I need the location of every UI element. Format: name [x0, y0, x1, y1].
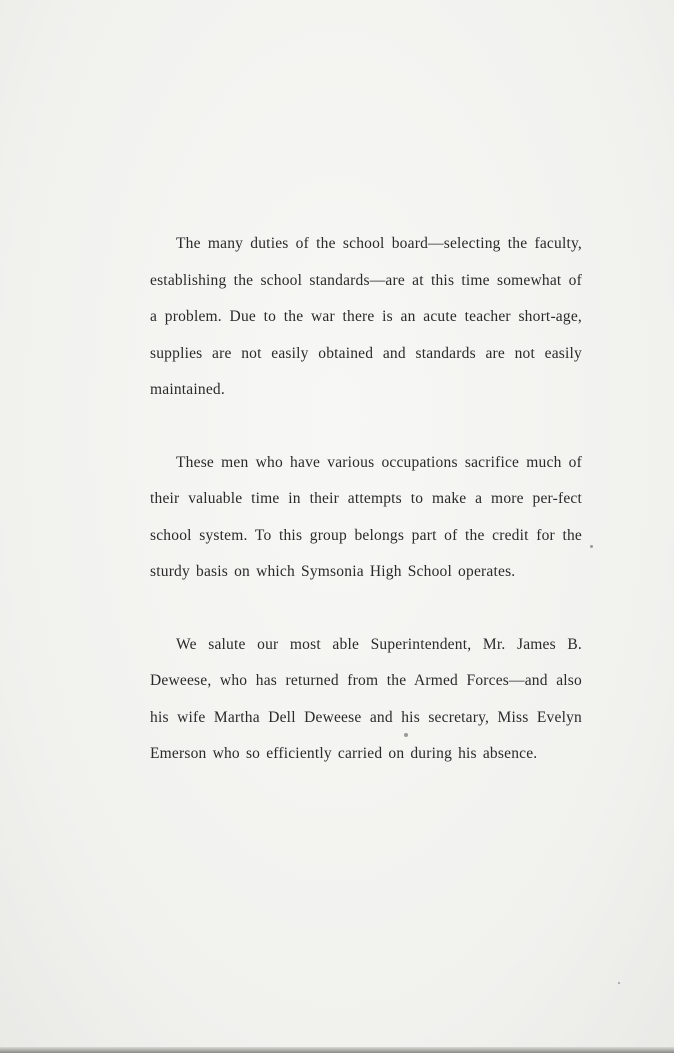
body-text — [150, 226, 582, 809]
page-bottom-edge — [0, 1047, 674, 1053]
paragraph-board-members: These men who have various occupations sacrifice much of their valuable time in their attempts to make a more per-fect school system. To this group belongs part of the credit for the sturdy basis on which Symsonia High School operates. — [150, 453, 582, 580]
paper-speck — [618, 982, 620, 984]
paper-speck — [404, 733, 408, 737]
paragraph-superintendent: We salute our most able Superintendent, Mr. James B. Deweese, who has returned from the Armed Forces—and also his wife Martha Dell Deweese and his secretary, Miss Evelyn Emerson who so efficiently carried on during his absence. — [150, 635, 582, 762]
paper-speck — [590, 545, 593, 548]
paragraph-school-board: The many duties of the school board—selecting the faculty, establishing the school standards—are at this time somewhat of a problem. Due to the war there is an acute teacher short-age, supplies are not easily obtained and standards are not easily maintained. — [150, 235, 582, 398]
